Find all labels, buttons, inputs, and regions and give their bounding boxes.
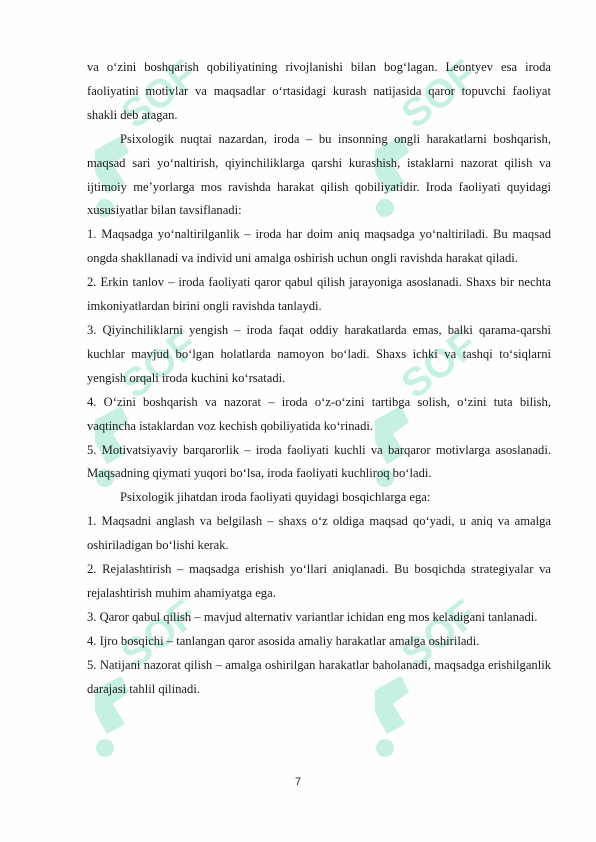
paragraph: 3. Qiyinchiliklarni yengish – iroda faqat oddiy harakatlarda emas, balki qarama-qarshi kuchlar mavjud bo‘lgan holatlarda namoyon bo‘ladi. Shaxs ichki va tashqi to‘siqlarni yengish orqali iroda kuchini ko‘rsatadi.: [87, 322, 551, 385]
paragraph: 1. Maqsadni anglash va belgilash – shaxs o‘z oldiga maqsad qo‘yadi, u aniq va amalga oshiriladigan bo‘lishi kerak.: [87, 514, 551, 553]
paragraph: 5. Natijani nazorat qilish – amalga oshirilgan harakatlar baholanadi, maqsadga erishilganlik darajasi tahlil qilinadi.: [87, 657, 551, 696]
paragraph: Psixologik jihatdan iroda faoliyati quyidagi bosqichlarga ega:: [120, 490, 431, 505]
paragraph: Psixologik nuqtai nazardan, iroda – bu insonning ongli harakatlarni boshqarish, maqsad sari yo‘naltirish, qiyinchiliklarga qarshi kurashish, istaklarni nazorat qilish va ijtimoiy me’yorlarga mos ravishda harakat qilish qobiliyatidir. Iroda faoliyati quyidagi xususiyatlar bilan tavsiflanadi:: [87, 131, 551, 218]
paragraph: 4. Ijro bosqichi – tanlangan qaror asosida amaliy harakatlar amalga oshiriladi.: [87, 633, 480, 648]
body-text: [87, 56, 551, 701]
paragraph: 1. Maqsadga yo‘naltirilganlik – iroda har doim aniq maqsadga yo‘naltiriladi. Bu maqsad ongda shakllanadi va individ uni amalga oshirish uchun ongli ravishda harakat qiladi.: [87, 227, 551, 266]
paragraph: 2. Rejalashtirish – maqsadga erishish yo‘llari aniqlanadi. Bu bosqichda strategiyalar va rejalashtirish muhim ahamiyatga ega.: [87, 562, 551, 600]
paragraph: 4. O‘zini boshqarish va nazorat – iroda o‘z-o‘zini tartibga solish, o‘zini tuta bilish, vaqtincha istaklardan voz kechish qobiliyatida ko‘rinadi.: [87, 394, 551, 433]
paragraph: 5. Motivatsiyaviy barqarorlik – iroda faoliyati kuchli va barqaror motivlarga asoslanadi. Maqsadning qiymati yuqori bo‘lsa, iroda faoliyati kuchliroq bo‘ladi.: [87, 442, 551, 481]
paragraph: 2. Erkin tanlov – iroda faoliyati qaror qabul qilish jarayoniga asoslanadi. Shaxs bir nechta imkoniyatlardan birini ongli ravishda tanlaydi.: [87, 275, 551, 314]
page-number: 7: [294, 776, 302, 788]
paragraph: 3. Qaror qabul qilish – mavjud alternativ variantlar ichidan eng mos keladigani tanlanadi.: [87, 609, 538, 624]
paragraph: va o‘zini boshqarish qobiliyatining rivojlanishi bilan bog‘lagan. Leontyev esa iroda faoliyatini motivlar va maqsadlar o‘rtasidagi kurash natijasida qaror topuvchi faoliyat shakli deb atagan.: [87, 60, 551, 122]
